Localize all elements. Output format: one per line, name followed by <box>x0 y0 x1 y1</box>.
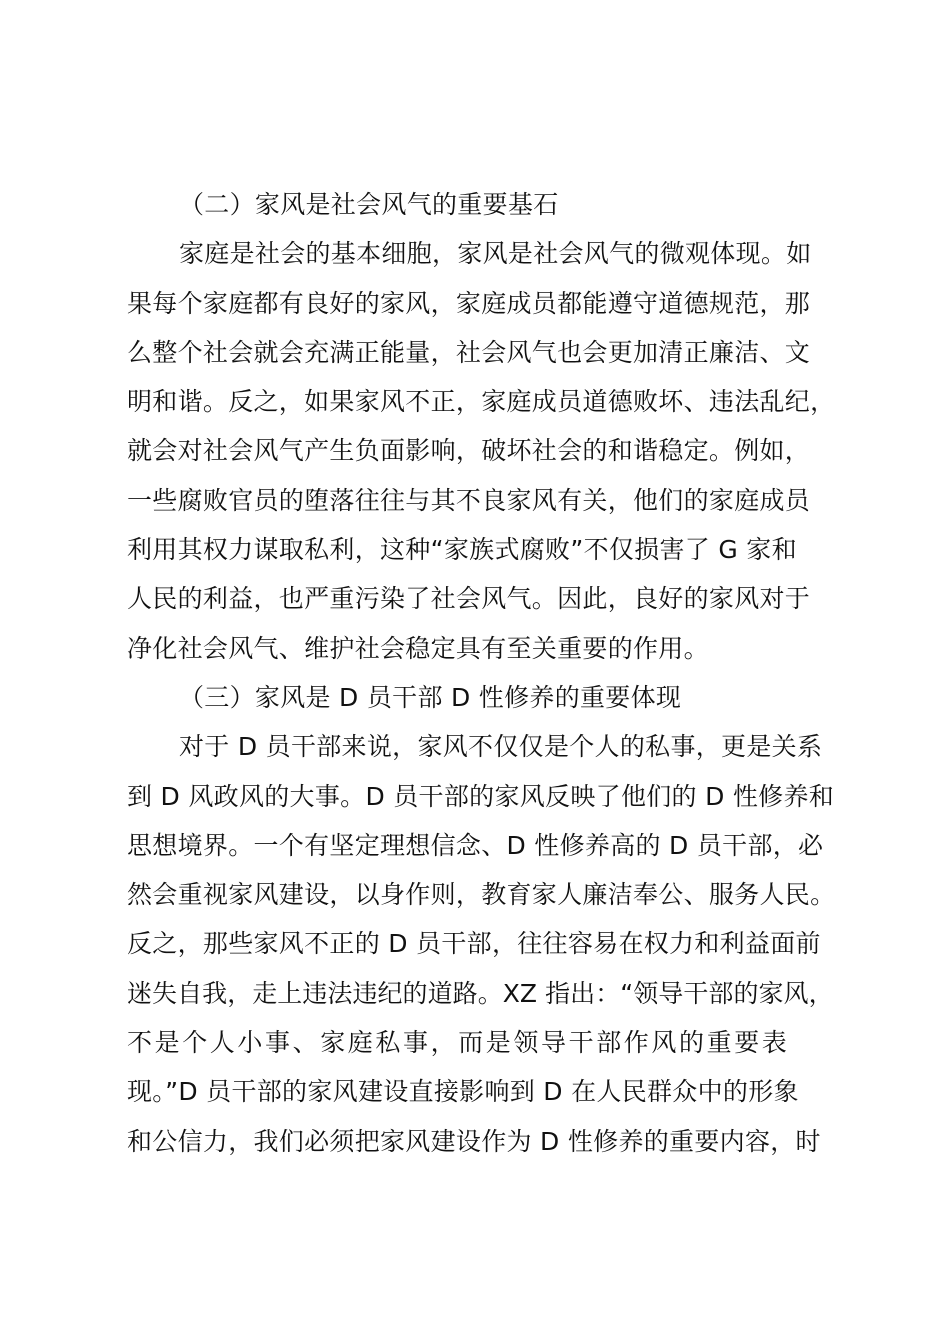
paragraph-line: 迷失自我，走上违法违纪的道路。XZ 指出：“领导干部的家风， <box>127 978 834 1008</box>
section-heading-3: （三）家风是 D 员干部 D 性修养的重要体现 <box>179 682 682 712</box>
paragraph-line: 思想境界。一个有坚定理想信念、D 性修养高的 D 员干部，必 <box>127 830 824 860</box>
section-heading-2: （二）家风是社会风气的重要基石 <box>179 190 559 219</box>
paragraph-line: 果每个家庭都有良好的家风，家庭成员都能遵守道德规范，那 <box>127 288 811 318</box>
paragraph-line: 净化社会风气、维护社会稳定具有至关重要的作用。 <box>127 633 709 663</box>
paragraph-line: 明和谐。反之，如果家风不正，家庭成员道德败坏、违法乱纪， <box>127 387 836 417</box>
paragraph-line: 利用其权力谋取私利，这种“家族式腐败”不仅损害了 G 家和 <box>127 535 797 565</box>
body-text <box>127 180 839 1166</box>
paragraph-line: 就会对社会风气产生负面影响，破坏社会的和谐稳定。例如， <box>127 436 811 466</box>
paragraph-line: 人民的利益，也严重污染了社会风气。因此，良好的家风对于 <box>127 584 811 614</box>
paragraph-line: 么整个社会就会充满正能量，社会风气也会更加清正廉洁、文 <box>127 337 811 367</box>
paragraph-line: 然会重视家风建设，以身作则，教育家人廉洁奉公、服务人民。 <box>127 880 836 910</box>
paragraph-line: 对于 D 员干部来说，家风不仅仅是个人的私事，更是关系 <box>179 732 823 762</box>
paragraph-line: 不是个人小事、家庭私事，而是领导干部作风的重要表 <box>127 1028 790 1058</box>
paragraph-line: 反之，那些家风不正的 D 员干部，往往容易在权力和利益面前 <box>127 929 821 959</box>
paragraph-line: 家庭是社会的基本细胞，家风是社会风气的微观体现。如 <box>179 239 812 269</box>
paragraph-line: 一些腐败官员的堕落往往与其不良家风有关，他们的家庭成员 <box>127 485 811 515</box>
paragraph-line: 现。”D 员干部的家风建设直接影响到 D 在人民群众中的形象 <box>127 1077 799 1107</box>
paragraph-line: 到 D 风政风的大事。D 员干部的家风反映了他们的 D 性修养和 <box>127 781 835 811</box>
paragraph-line: 和公信力，我们必须把家风建设作为 D 性修养的重要内容，时 <box>127 1126 821 1156</box>
